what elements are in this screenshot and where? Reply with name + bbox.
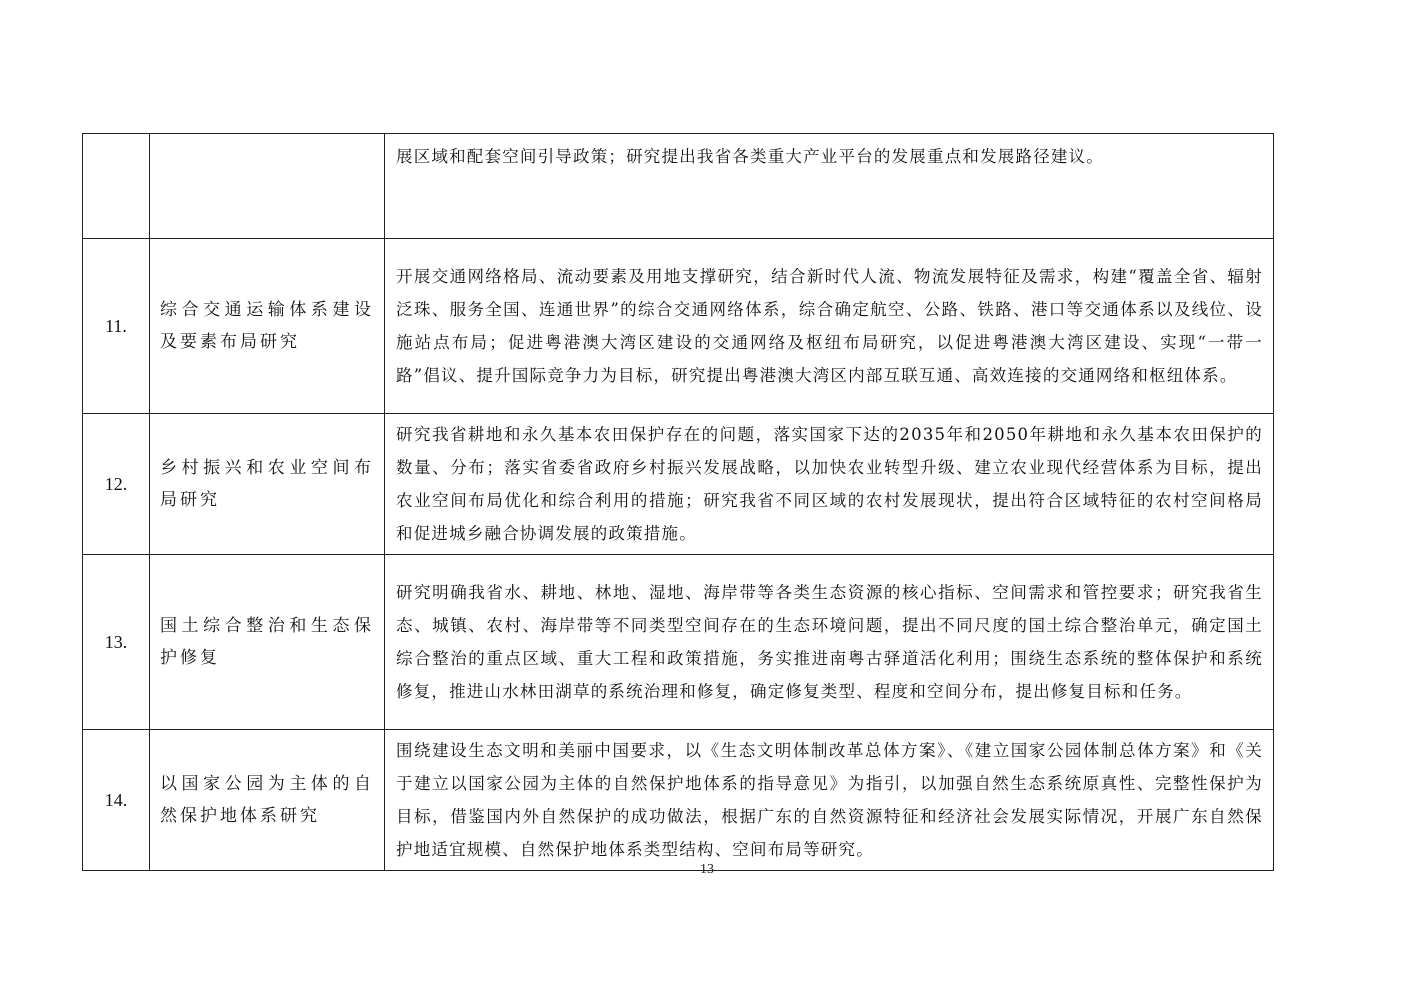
content-text: 围绕建设生态文明和美丽中国要求，以《生态文明体制改革总体方案》、《建立国家公园体制总体方案》和《关于建立以国家公园为主体的自然保护地体系的指导意见》为指引，以加强自然生态系统原真性、完整性保护为目标，借鉴国内外自然保护的成功做法，根据广东的自然资源特征和经济社会发展实际情况，开展广东自然保护地适宜规模、自然保护地体系类型结构、空间布局等研究。 xyxy=(396,741,1263,859)
research-topics-table xyxy=(82,133,1274,871)
topic-text: 以国家公园为主体的自然保护地体系研究 xyxy=(160,774,374,826)
content-cell xyxy=(385,730,1274,871)
topic-cell xyxy=(150,134,385,239)
row-number-cell: 11. xyxy=(83,239,150,414)
topic-cell xyxy=(150,730,385,871)
topic-cell xyxy=(150,414,385,555)
content-cell xyxy=(385,239,1274,414)
content-cell xyxy=(385,555,1274,730)
content-cell xyxy=(385,414,1274,555)
topic-text: 乡村振兴和农业空间布局研究 xyxy=(160,458,374,510)
table-row xyxy=(83,134,1274,239)
row-number-cell xyxy=(83,134,150,239)
topic-text: 综合交通运输体系建设及要素布局研究 xyxy=(160,300,374,352)
content-text: 开展交通网络格局、流动要素及用地支撑研究，结合新时代人流、物流发展特征及需求，构建“覆盖全省、辐射泛珠、服务全国、连通世界”的综合交通网络体系，综合确定航空、公路、铁路、港口等交通体系以及线位、设施站点布局；促进粤港澳大湾区建设的交通网络及枢纽布局研究，以促进粤港澳大湾区建设、实现“一带一路”倡议、提升国际竞争力为目标，研究提出粤港澳大湾区内部互联互通、高效连接的交通网络和枢纽体系。 xyxy=(396,267,1263,385)
table-row xyxy=(83,730,1274,871)
table-row xyxy=(83,239,1274,414)
content-text: 研究我省耕地和永久基本农田保护存在的问题，落实国家下达的2035年和2050年耕地和永久基本农田保护的数量、分布；落实省委省政府乡村振兴发展战略，以加快农业转型升级、建立农业现代经营体系为目标，提出农业空间布局优化和综合利用的措施；研究我省不同区域的农村发展现状，提出符合区域特征的农村空间格局和促进城乡融合协调发展的政策措施。 xyxy=(396,425,1263,543)
row-number-cell: 14. xyxy=(83,730,150,871)
row-number-cell: 13. xyxy=(83,555,150,730)
topic-cell xyxy=(150,555,385,730)
row-number-cell: 12. xyxy=(83,414,150,555)
content-text: 展区域和配套空间引导政策；研究提出我省各类重大产业平台的发展重点和发展路径建议。 xyxy=(396,147,1104,166)
table-row xyxy=(83,555,1274,730)
content-cell xyxy=(385,134,1274,239)
topic-cell xyxy=(150,239,385,414)
content-text: 研究明确我省水、耕地、林地、湿地、海岸带等各类生态资源的核心指标、空间需求和管控要求；研究我省生态、城镇、农村、海岸带等不同类型空间存在的生态环境问题，提出不同尺度的国土综合整治单元，确定国土综合整治的重点区域、重大工程和政策措施，务实推进南粤古驿道活化利用；围绕生态系统的整体保护和系统修复，推进山水林田湖草的系统治理和修复，确定修复类型、程度和空间分布，提出修复目标和任务。 xyxy=(396,583,1263,701)
table-row xyxy=(83,414,1274,555)
topic-text: 国土综合整治和生态保护修复 xyxy=(160,616,374,668)
page-number: 13 xyxy=(700,862,714,877)
